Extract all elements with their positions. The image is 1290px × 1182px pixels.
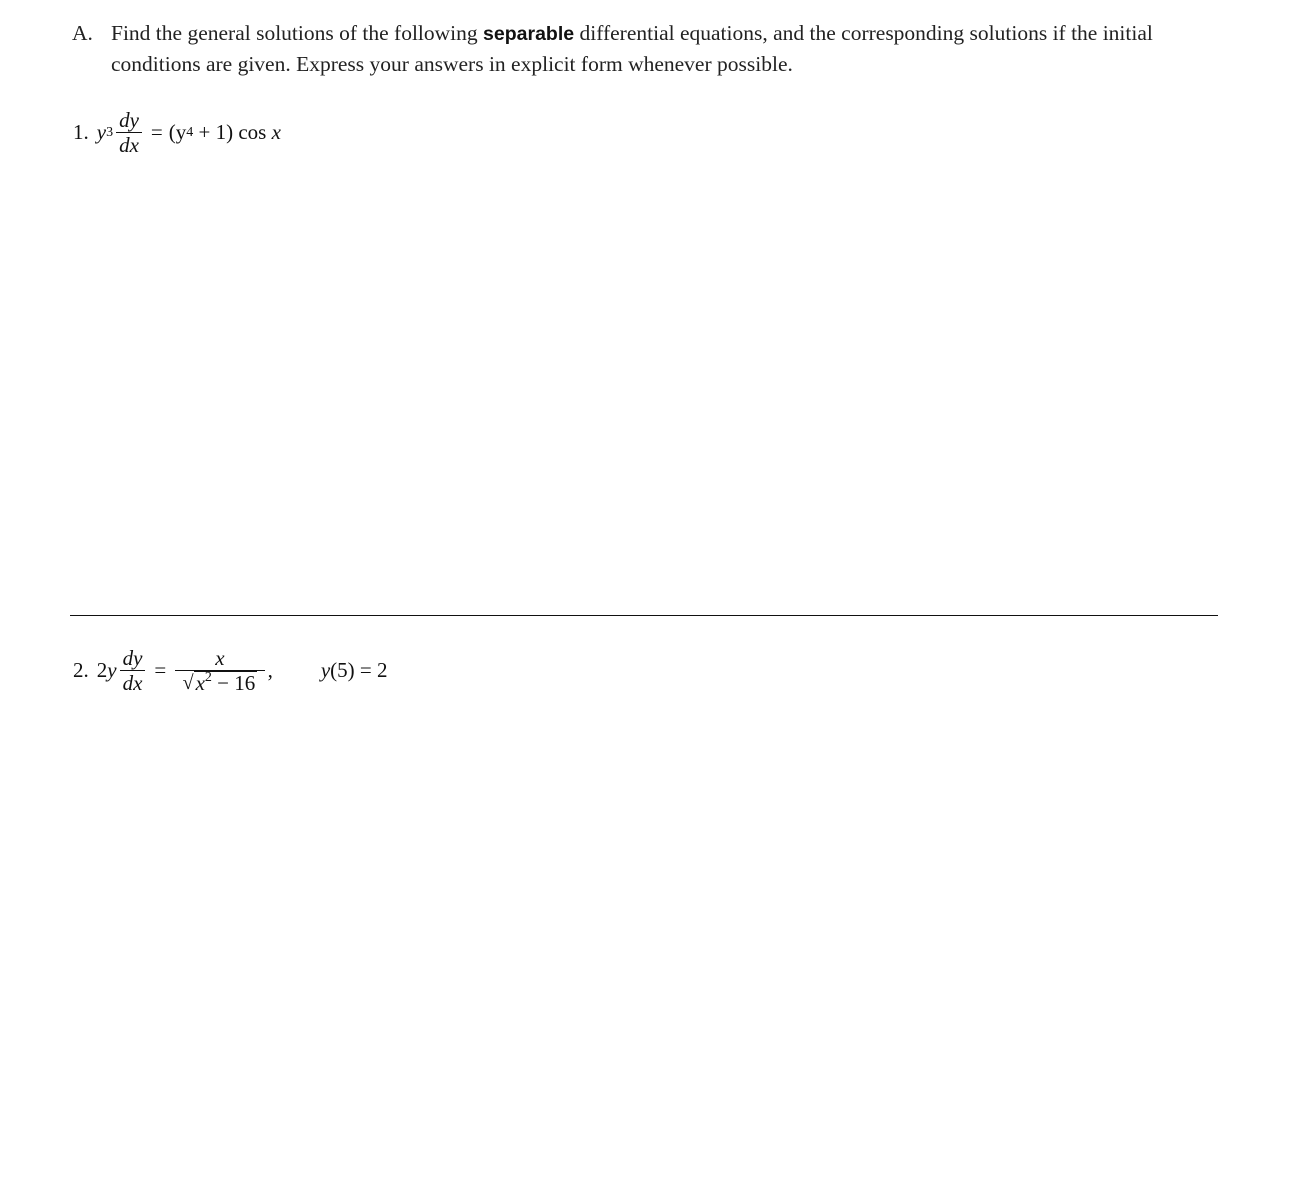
p2-initial-condition [321,658,388,683]
p2-frac-den: dx [122,671,143,695]
p2-rad-exp: 2 [204,670,212,685]
problem-2-number: 2. [73,658,89,682]
p1-lhs-var: y [96,120,107,144]
p2-frac-num: dy [120,646,146,671]
p2-lhs-var: y [107,658,117,682]
p1-frac-den: dx [119,133,139,157]
p2-derivative [120,646,146,695]
p2-ic-rest: (5) = 2 [330,658,388,682]
p2-comma: , [267,658,273,682]
instructions-text [111,18,1222,79]
p1-frac-num: dy [116,108,142,133]
p1-rhs-close: + 1) cos [193,120,272,144]
p2-rhs-fraction [175,646,264,695]
p2-rad-sign: √ [182,672,194,694]
p1-rhs-var: x [271,120,281,144]
p2-lhs-coef: 2 [96,658,108,682]
p2-rad-rest: − 16 [211,671,256,695]
section-divider [70,615,1218,616]
instructions [72,18,1222,79]
p2-sqrt [180,671,261,695]
p2-radicand [194,671,258,694]
problem-2 [73,646,388,695]
instructions-text-before: Find the general solutions of the following [111,21,484,45]
p1-rhs-open: (y [168,120,187,144]
p2-equals: = [154,658,167,682]
p1-derivative [116,108,142,157]
p1-equals: = [150,120,163,144]
instructions-emphasis: separable [483,23,575,45]
section-marker: A. [72,21,93,45]
p2-rad-var: x [195,671,205,695]
instructions-text-after: differential equations, and the corresponding solutions if the initial conditions are given. Express your answers in explicit form whenever possible. [111,21,1153,76]
problem-1: 1. y 3 $\frac{dy}{dx}$ = (y 4 + 1) cos x [73,108,281,157]
problem-1-number: 1. [73,120,89,144]
p2-rhs-num: x [175,646,264,671]
p2-ic-var: y [320,658,331,682]
